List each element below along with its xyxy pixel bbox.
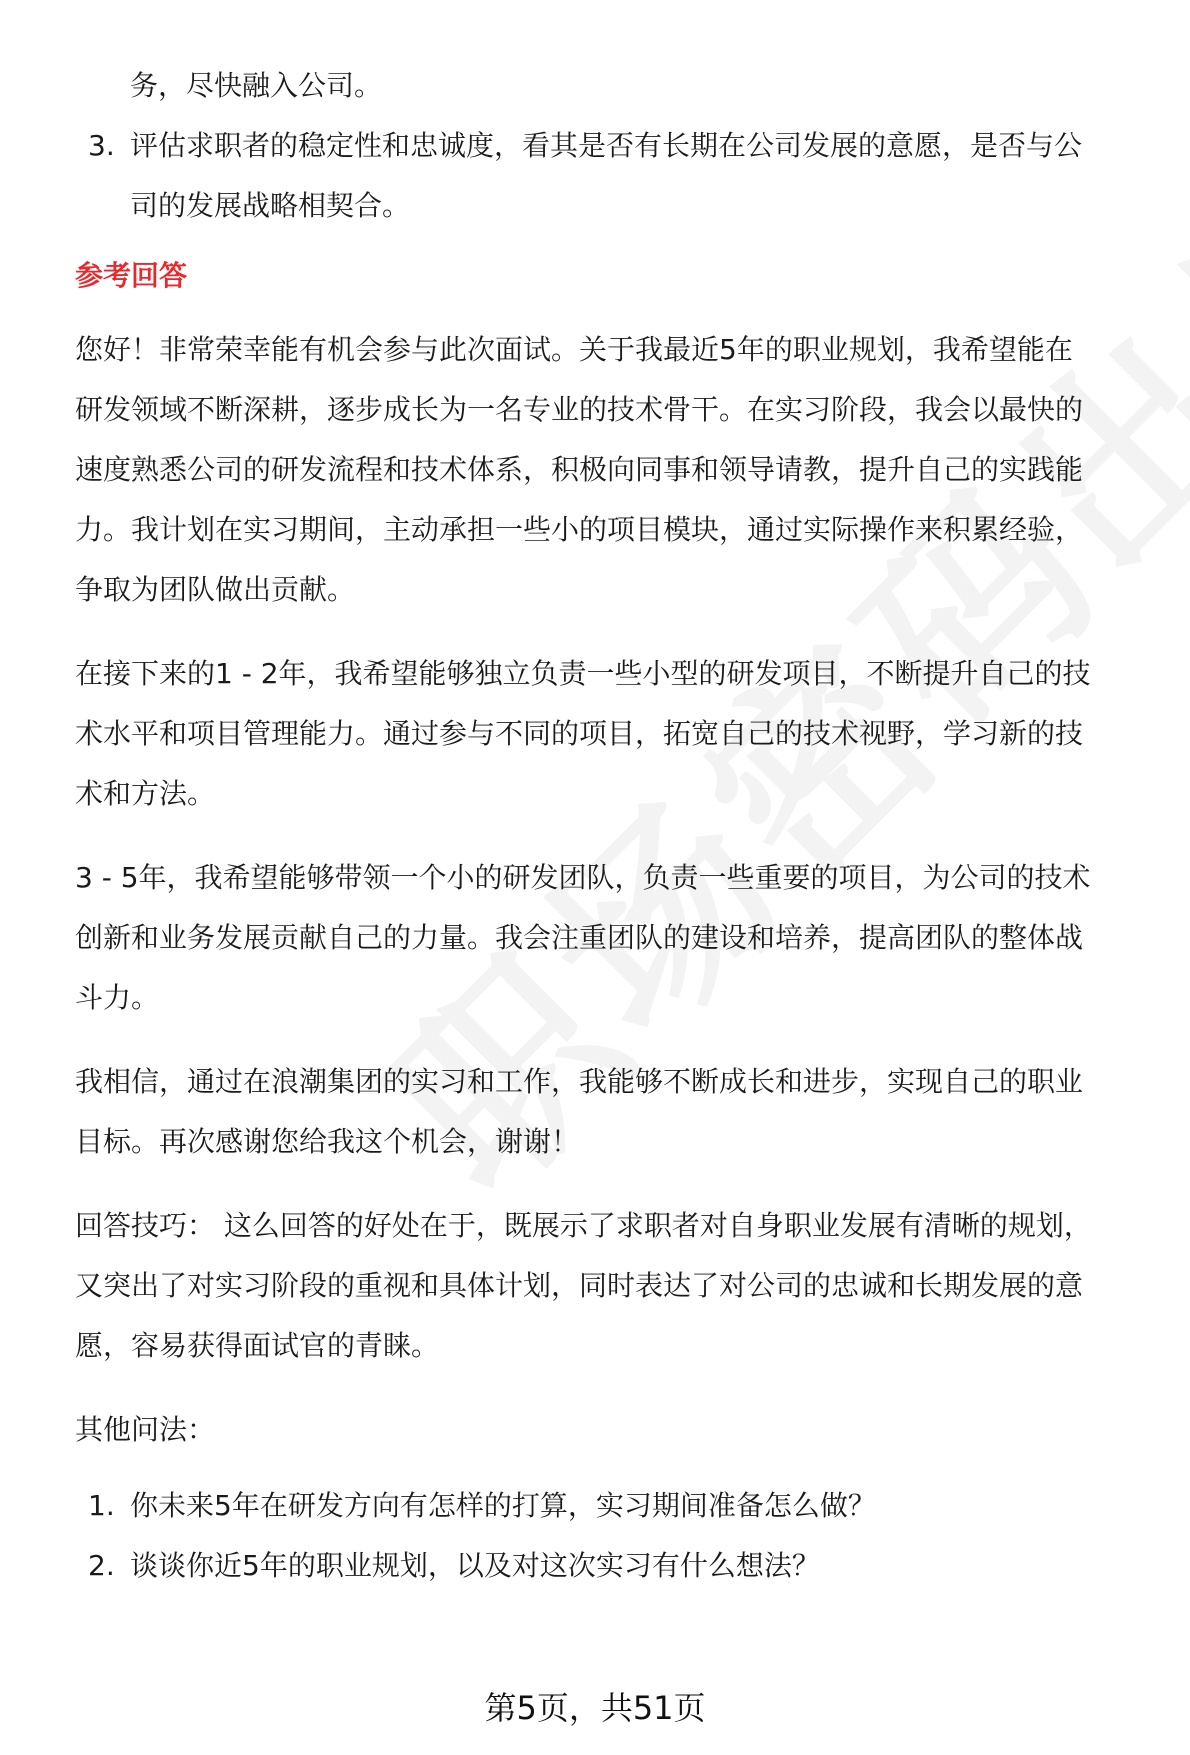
list-item-line: 司的发展战略相契合。 (130, 189, 411, 222)
answer-paragraph (75, 848, 1135, 1028)
tips-line: 愿，容易获得面试官的青睐。 (75, 1329, 440, 1362)
answer-paragraph (75, 320, 1135, 620)
paragraph-line: 术水平和项目管理能力。通过参与不同的项目，拓宽自己的技术视野，学习新的技 (75, 717, 1084, 750)
other-question-item (75, 1536, 1135, 1596)
paragraph-line: 您好！非常荣幸能有机会参与此次面试。关于我最近5年的职业规划，我希望能在 (75, 333, 1073, 366)
reference-answer-heading: 参考回答 (75, 259, 188, 292)
paragraph-line: 斗力。 (75, 981, 160, 1014)
paragraph-line: 3 - 5年，我希望能够带领一个小的研发团队，负责一些重要的项目，为公司的技术 (75, 861, 1091, 894)
other-question-item (75, 1476, 1135, 1536)
paragraph-line: 在接下来的1 - 2年，我希望能够独立负责一些小型的研发项目，不断提升自己的技 (75, 657, 1091, 690)
paragraph-line: 研发领域不断深耕，逐步成长为一名专业的技术骨干。在实习阶段，我会以最快的 (75, 393, 1084, 426)
paragraph-line: 目标。再次感谢您给我这个机会，谢谢！ (75, 1125, 580, 1158)
paragraph-line: 力。我计划在实习期间，主动承担一些小的项目模块，通过实际操作来积累经验， (75, 513, 1084, 546)
document-content (75, 56, 1135, 1596)
list-item-line: 评估求职者的稳定性和忠诚度，看其是否有长期在公司发展的意愿，是否与公 (130, 129, 1083, 162)
other-questions-label: 其他问法： (75, 1413, 216, 1446)
paragraph-line: 速度熟悉公司的研发流程和技术体系，积极向同事和领导请教，提升自己的实践能 (75, 453, 1084, 486)
paragraph-line: 我相信，通过在浪潮集团的实习和工作，我能够不断成长和进步，实现自己的职业 (75, 1065, 1084, 1098)
list-continuation: 务，尽快融入公司。 (130, 69, 383, 102)
answer-paragraph (75, 644, 1135, 824)
list-number: 3. (88, 129, 115, 162)
other-question-text: 你未来5年在研发方向有怎样的打算，实习期间准备怎么做？ (130, 1489, 876, 1522)
tips-line: 回答技巧： 这么回答的好处在于，既展示了求职者对自身职业发展有清晰的规划， (75, 1209, 1092, 1242)
list-number: 2. (88, 1549, 115, 1582)
paragraph-line: 创新和业务发展贡献自己的力量。我会注重团队的建设和培养，提高团队的整体战 (75, 921, 1084, 954)
tips-line: 又突出了对实习阶段的重视和具体计划，同时表达了对公司的忠诚和长期发展的意 (75, 1269, 1084, 1302)
list-number: 1. (88, 1489, 115, 1522)
other-question-text: 谈谈你近5年的职业规划，以及对这次实习有什么想法？ (130, 1549, 820, 1582)
answer-paragraph (75, 1052, 1135, 1172)
page-number-footer: 第5页，共51页 (484, 1689, 706, 1727)
intent-list-item (75, 116, 1135, 236)
answer-tips (75, 1196, 1135, 1376)
paragraph-line: 争取为团队做出贡献。 (75, 573, 356, 606)
paragraph-line: 术和方法。 (75, 777, 216, 810)
